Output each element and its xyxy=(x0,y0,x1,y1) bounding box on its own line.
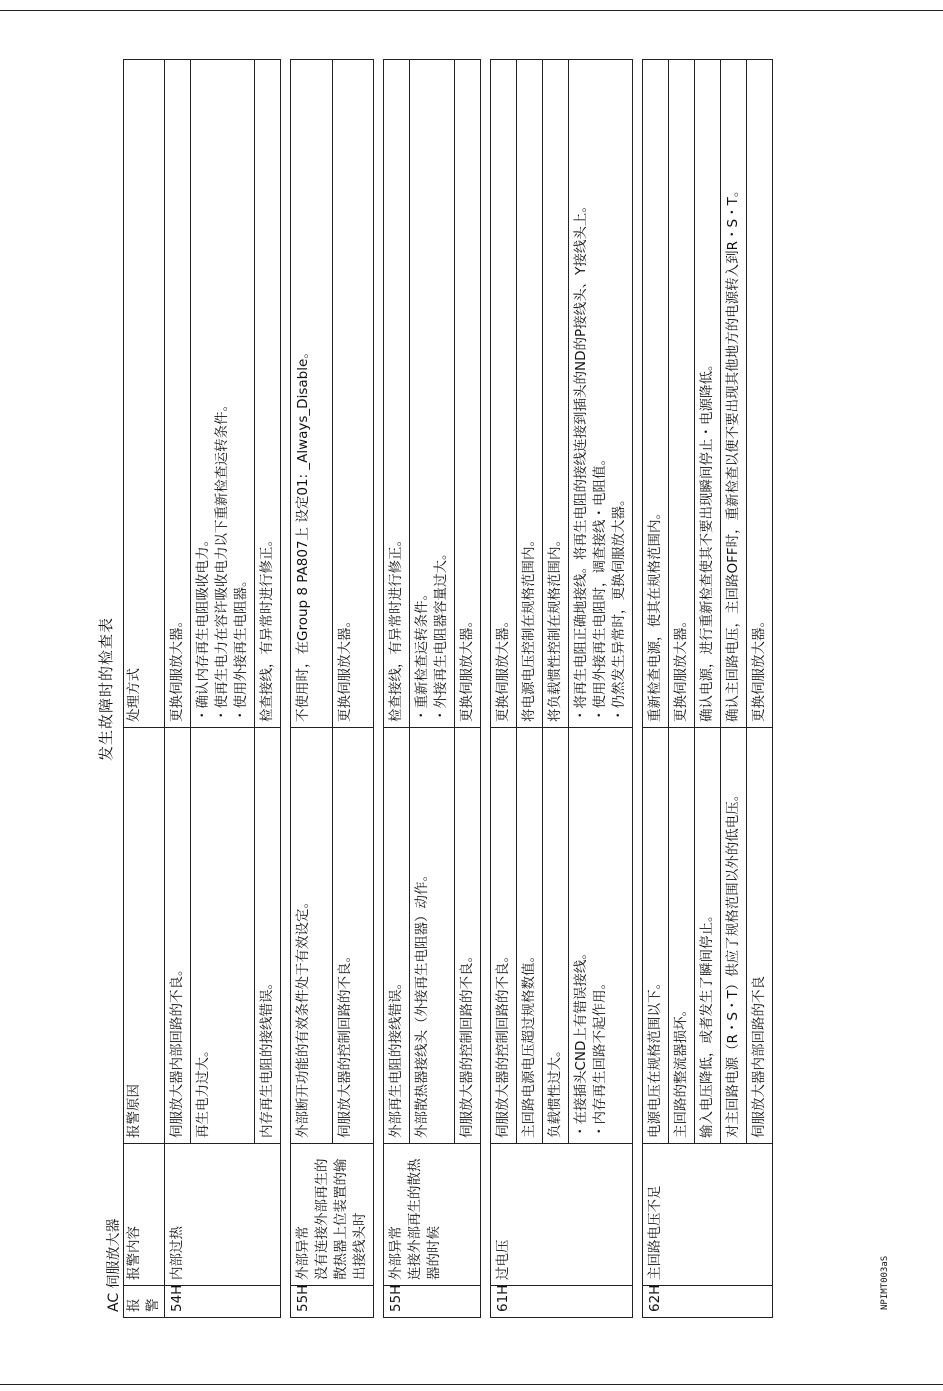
alarm-cause-line: 伺服放大器的控制回路的不良。 xyxy=(495,949,511,1138)
alarm-action-line: ・外接再生电阻器容量过大。 xyxy=(433,546,449,722)
alarm-content-line: 没有连接外部再生的散热器上位装置的输出接线头时 xyxy=(314,1158,368,1280)
alarm-action xyxy=(569,60,633,728)
table-row xyxy=(721,60,747,1318)
table-row xyxy=(165,60,191,1318)
alarm-action xyxy=(255,60,281,728)
table-row xyxy=(491,60,517,1318)
footer-rule xyxy=(0,1384,943,1385)
header-action: 处理方式 xyxy=(124,60,165,728)
alarm-content xyxy=(491,1144,633,1286)
alarm-cause-line: 主回路电源电压超过规格数值。 xyxy=(521,949,537,1138)
alarm-cause xyxy=(491,728,517,1144)
alarm-action-line: 更换伺服放大器。 xyxy=(495,614,511,722)
alarm-cause xyxy=(255,728,281,1144)
alarm-cause-line: 伺服放大器的控制回路的不良。 xyxy=(336,949,353,1138)
alarm-cause xyxy=(455,728,481,1144)
alarm-code: 61H xyxy=(491,1286,633,1318)
alarm-cause-line: 内存再生电阻的接线错误。 xyxy=(259,976,275,1138)
alarm-cause xyxy=(721,728,747,1144)
group-separator xyxy=(633,60,643,1318)
alarm-action-line: 确认电源，进行重新检查使其不要出现瞬间停止・电源降低。 xyxy=(699,357,715,722)
group-separator xyxy=(374,60,384,1318)
alarm-action xyxy=(695,60,721,728)
header-content: 报警内容 xyxy=(124,1144,165,1286)
alarm-cause-line: 对主回路电源（R・S・T）供应了规格范围以外的低电压。 xyxy=(725,787,741,1138)
alarm-cause-line: 再生电力过大。 xyxy=(195,1043,211,1138)
table-row xyxy=(332,60,374,1318)
alarm-cause xyxy=(517,728,543,1144)
alarm-cause-line: 电源电压在规格范围以下。 xyxy=(647,976,663,1138)
header-cause: 报警原因 xyxy=(124,728,165,1144)
alarm-cause-line: 伺服放大器内部回路的不良。 xyxy=(169,962,185,1138)
alarm-cause xyxy=(410,728,455,1144)
alarm-cause xyxy=(747,728,773,1144)
alarm-code: 54H xyxy=(165,1286,281,1318)
alarm-action xyxy=(410,60,455,728)
alarm-action xyxy=(491,60,517,728)
alarm-cause xyxy=(191,728,255,1144)
alarm-action-line: 更换伺服放大器。 xyxy=(673,614,689,722)
table-row xyxy=(191,60,255,1318)
alarm-cause-line: 伺服放大器的控制回路的不良。 xyxy=(459,949,475,1138)
alarm-content-line: 连接外部再生的散热器的时候 xyxy=(407,1158,442,1280)
alarm-action-line: 将电源电压控制在规格范围内。 xyxy=(521,533,537,722)
alarm-content xyxy=(384,1144,481,1286)
table-row xyxy=(747,60,773,1318)
alarm-cause xyxy=(569,728,633,1144)
alarm-cause xyxy=(291,728,333,1144)
alarm-cause-line: 伺服放大器内部回路的不良 xyxy=(751,976,767,1138)
alarm-action-line: ・使用外接再生电阻器。 xyxy=(233,573,249,722)
table-row xyxy=(291,60,333,1318)
alarm-action xyxy=(747,60,773,728)
alarm-cause xyxy=(643,728,669,1144)
table-row xyxy=(255,60,281,1318)
page-title: 发生故障时的检查表 xyxy=(97,617,115,762)
alarm-cause xyxy=(165,728,191,1144)
alarm-cause-line: 外部再生电阻的接线错误。 xyxy=(388,976,404,1138)
alarm-action xyxy=(332,60,374,728)
alarm-table xyxy=(123,59,773,1318)
alarm-cause-line: 外部散热器接线头（外接再生电阻器）动作。 xyxy=(414,868,430,1138)
group-separator xyxy=(281,60,291,1318)
alarm-cause-line: 负载惯性过大。 xyxy=(547,1043,563,1138)
alarm-action-line: ・将再生电阻正确地接线。将再生电阻的接线连接到插头的ND的P接线头、Y接线头上。 xyxy=(573,199,589,722)
alarm-cause xyxy=(669,728,695,1144)
alarm-action xyxy=(165,60,191,728)
alarm-cause xyxy=(543,728,569,1144)
header-rule xyxy=(0,10,943,11)
alarm-cause-line: 外部断开功能的有效条件处于有效设定。 xyxy=(295,895,311,1138)
alarm-content-line: 内部过热 xyxy=(169,1226,185,1280)
alarm-cause-line: 主回路的整流器损坏。 xyxy=(673,1003,689,1138)
alarm-cause-line: ・在接插头CND上有错误接线。 xyxy=(573,946,589,1138)
alarm-action xyxy=(721,60,747,728)
alarm-cause-line: ・内存再生回路不起作用。 xyxy=(592,976,608,1138)
alarm-action xyxy=(191,60,255,728)
alarm-action-line: ・使再生电力在容许吸收电力以下重新检查运转条件。 xyxy=(214,398,230,722)
alarm-cause xyxy=(384,728,410,1144)
alarm-content-line: 过电压 xyxy=(495,1239,511,1280)
product-name: AC 伺服放大器 xyxy=(106,1218,122,1312)
alarm-content-line: 主回路电压不足 xyxy=(647,1185,663,1280)
alarm-action-line: 确认主回路电压，主回路OFF时，重新检查以便不要出现其他地方的电源转入到R・S・T。 xyxy=(725,183,741,722)
alarm-action-line: 更换伺服放大器。 xyxy=(459,614,475,722)
rotated-sheet xyxy=(95,60,855,1318)
table-row xyxy=(410,60,455,1318)
group-separator xyxy=(481,60,491,1318)
alarm-action-line: 检查接线，有异常时进行修正。 xyxy=(259,533,275,722)
document-code: NPIMT003aS xyxy=(880,1255,890,1310)
table-row xyxy=(543,60,569,1318)
table-row xyxy=(517,60,543,1318)
alarm-action-line: 检查接线，有异常时进行修正。 xyxy=(388,533,404,722)
alarm-action-line: ・重新检查运转条件。 xyxy=(414,587,430,722)
alarm-action-line: ・确认内存再生电阻吸收电力。 xyxy=(195,533,211,722)
alarm-cause-line: 输入电压降低，或者发生了瞬间停止。 xyxy=(699,908,715,1138)
table-row xyxy=(695,60,721,1318)
table-body xyxy=(165,60,773,1318)
alarm-content xyxy=(165,1144,281,1286)
alarm-code: 62H xyxy=(643,1286,773,1318)
header-alarm: 报警 xyxy=(124,1286,165,1318)
alarm-action-line: ・仍然发生异常时，更换伺服放大器。 xyxy=(611,492,627,722)
alarm-action-line: 更换伺服放大器。 xyxy=(336,614,353,722)
alarm-cause xyxy=(332,728,374,1144)
table-row xyxy=(643,60,669,1318)
alarm-action-line: 将负载惯性控制在规格范围内。 xyxy=(547,533,563,722)
alarm-action xyxy=(384,60,410,728)
alarm-cause xyxy=(695,728,721,1144)
alarm-action xyxy=(291,60,333,728)
alarm-action xyxy=(543,60,569,728)
alarm-content-line: 外部异常 xyxy=(388,1226,404,1280)
alarm-action xyxy=(669,60,695,728)
alarm-content xyxy=(291,1144,374,1286)
alarm-action-line: 不使用时，在Group 8 PA807上 设定01: _Always_Disable。 xyxy=(295,345,311,722)
table-row xyxy=(669,60,695,1318)
table-header-row xyxy=(124,60,165,1318)
alarm-action-line: 更换伺服放大器。 xyxy=(751,614,767,722)
alarm-code: 55H xyxy=(291,1286,374,1318)
alarm-action-line: ・使用外接再生电阻时，调查接线・电阻值。 xyxy=(592,452,608,722)
alarm-action xyxy=(643,60,669,728)
alarm-action xyxy=(517,60,543,728)
alarm-code: 55H xyxy=(384,1286,481,1318)
alarm-action-line: 更换伺服放大器。 xyxy=(169,614,185,722)
alarm-action-line: 重新检查电源，使其在规格范围内。 xyxy=(647,506,663,722)
table-row xyxy=(455,60,481,1318)
alarm-action xyxy=(455,60,481,728)
alarm-content-line: 外部异常 xyxy=(295,1226,311,1280)
alarm-content xyxy=(643,1144,773,1286)
table-row xyxy=(384,60,410,1318)
table-row xyxy=(569,60,633,1318)
